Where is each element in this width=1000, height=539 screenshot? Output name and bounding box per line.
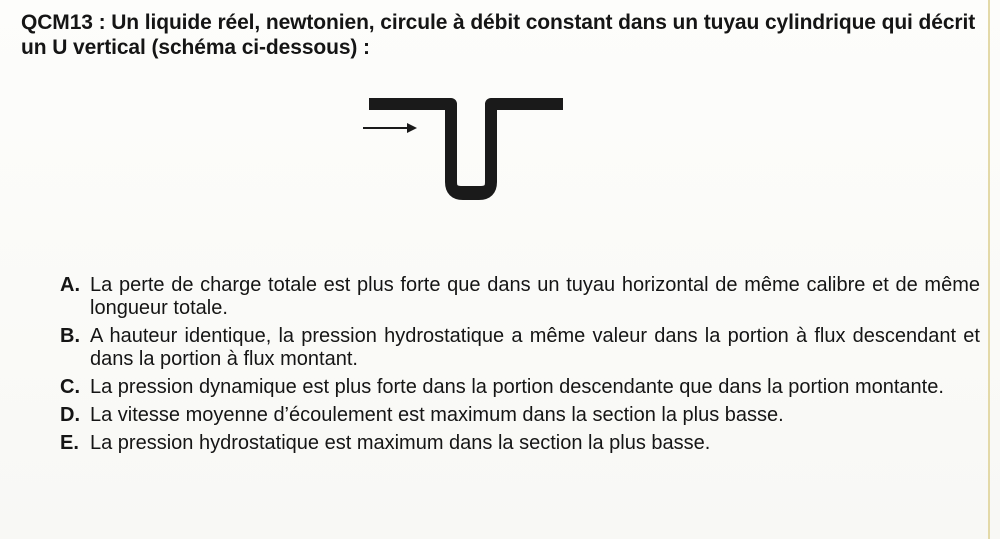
option-c: [60, 376, 980, 399]
option-e: [60, 432, 980, 455]
option-text: La vitesse moyenne d’écoulement est maximum dans la section la plus basse.: [90, 404, 784, 426]
option-letter: A.: [60, 274, 80, 296]
option-letter: E.: [60, 432, 79, 454]
question-title: QCM13 : Un liquide réel, newtonien, circule à débit constant dans un tuyau cylindrique qui décrit un U vertical (schéma ci-dessous) :: [21, 11, 976, 59]
option-d: [60, 404, 980, 427]
answer-options: [60, 274, 980, 460]
option-text: La perte de charge totale est plus forte que dans un tuyau horizontal de même calibre et de même longueur totale.: [90, 274, 980, 319]
option-b: [60, 325, 980, 371]
u-tube-diagram: [355, 96, 565, 200]
u-tube-pipe: [369, 104, 563, 194]
option-letter: B.: [60, 325, 80, 347]
flow-direction-arrow-icon: [363, 123, 417, 133]
option-text: A hauteur identique, la pression hydrostatique a même valeur dans la portion à flux descendant et dans la portion à flux montant.: [90, 325, 980, 370]
option-text: La pression hydrostatique est maximum dans la section la plus basse.: [90, 432, 711, 454]
page-margin-line: [988, 0, 990, 539]
option-letter: D.: [60, 404, 80, 426]
option-letter: C.: [60, 376, 80, 398]
option-a: [60, 274, 980, 320]
option-text: La pression dynamique est plus forte dans la portion descendante que dans la portion montante.: [90, 376, 944, 398]
u-tube-channel: [369, 104, 563, 188]
